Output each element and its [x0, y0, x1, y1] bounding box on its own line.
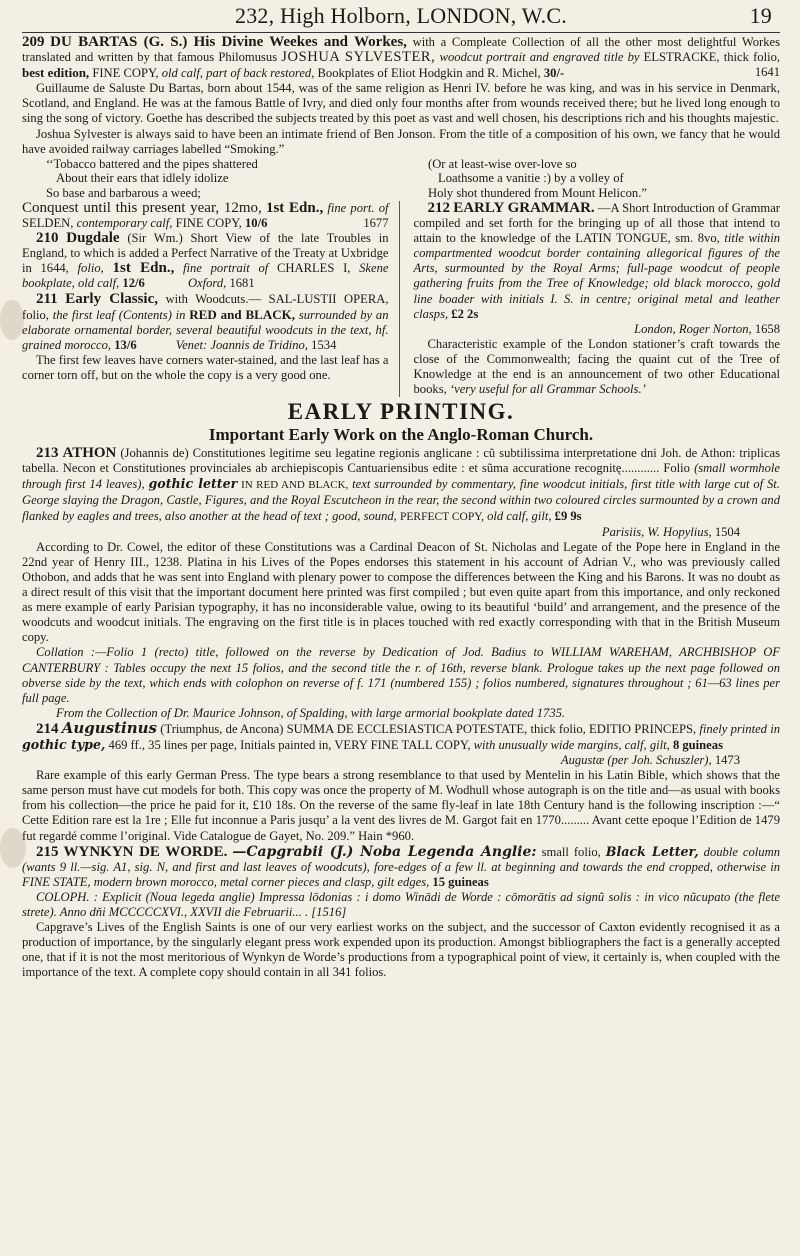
lot-conquest: [22, 201, 389, 231]
verse-line: ‘‘Tobacco battered and the pipes shattered: [46, 156, 258, 171]
lot-price: £9 9s: [554, 508, 582, 523]
lot-title: EARLY GRAMMAR.: [453, 199, 595, 216]
left-column: [22, 201, 400, 397]
lot-note-quote: ‘very useful for all Grammar Schools.’: [449, 382, 646, 397]
lot-details: surrounded by an elaborate ornamental border, several beautiful woodcuts in the text, hf. grained morocco,: [22, 307, 389, 352]
lot-type: gothic type,: [22, 736, 106, 752]
lot-price: 8 guineas: [672, 737, 723, 752]
lot-binding: contemporary calf,: [76, 216, 173, 231]
page-number: 19: [749, 3, 772, 28]
lot-work: —Capgrabii (J.) Noba Legenda Anglie:: [232, 843, 537, 860]
lot-title: DU BARTAS (G. S.) His Divine Weekes and Workes,: [50, 34, 407, 50]
lot-printing: finely printed in: [699, 721, 781, 736]
lot-year: 1641: [754, 65, 780, 80]
lot-translator: JOSHUA SYLVESTER,: [281, 49, 436, 66]
verse-line: Holy shot thundered from Mount Helicon.”: [428, 185, 647, 200]
lot-illustration: woodcut portrait and engraved title by: [439, 50, 640, 65]
lot-note: The first few leaves have corners water-stained, and the last leaf has a corner torn off, but on the whole the copy is a very good one.: [22, 352, 389, 382]
verse-quote: [22, 157, 780, 200]
lot-price: 13/6: [114, 337, 137, 352]
lot-imprint: Parisiis, W. Hopylius,: [601, 524, 712, 539]
lot-imprint-line: [414, 322, 781, 337]
lot-year: 1473: [714, 753, 740, 768]
lot-collation: 469 ff., 35 lines per page, Initials painted in, VERY FINE TALL COPY,: [108, 737, 471, 752]
lot-binding: old calf, part of back restored,: [161, 66, 315, 81]
lot-211: [22, 292, 389, 353]
lot-number: 212: [427, 199, 450, 216]
lot-provenance: From the Collection of Dr. Maurice Johnson, of Spalding, with large armorial bookplate dated 1735.: [56, 705, 566, 720]
lot-colours: IN RED AND BLACK,: [241, 479, 349, 492]
lot-place: Oxford,: [187, 276, 227, 291]
lot-binding: old calf, gilt,: [487, 508, 552, 523]
lot-number: 213: [36, 445, 59, 462]
lot-number: 214: [36, 720, 59, 737]
lot-type: gothic letter: [148, 476, 238, 492]
lot-portrait: fine port. of: [327, 200, 389, 215]
lot-title: Early Classic,: [65, 290, 158, 307]
lot-binding: Skene bookplate, old calf,: [22, 261, 389, 291]
lot-author: SELDEN,: [22, 216, 74, 231]
lot-description: (Triumphus, de Ancona) SUMMA DE ECCLESIASTICA POTESTATE, thick folio, EDITIO PRINCEPS,: [160, 721, 697, 736]
lot-contents: the first leaf (Contents) in: [52, 307, 186, 322]
two-column-section: [22, 201, 780, 397]
lot-description: (Sir Wm.) Short View of the late Troubles in England, to which is added a Perfect Narrative of the Treaty at Uxbridge in 1644,: [22, 231, 389, 276]
header-address: 232, High Holborn, LONDON, W.C.: [235, 3, 567, 28]
lot-note-text: Characteristic example of the London stationer’s craft towards the close of the Commonwealth; facing the quaint cut of the Tree of Knowledge at the end is an announcement of two other Educational books,: [413, 336, 780, 397]
lot-format: folio,: [77, 261, 104, 276]
lot-year: 1658: [754, 321, 780, 336]
lot-edition: best edition,: [22, 65, 90, 81]
lot-type: Black Letter,: [605, 843, 699, 859]
lot-209: [22, 35, 780, 200]
lot-details: text surrounded by commentary, fine woodcut initials, first title with large cut of St. George slaying the Dragon, Castle, Figures, and the Royal Escutcheon in the rear, the second within two coloured circles surmounted by a crown and flanked by eagles and trees, also another at the head of text ; good, sound,: [22, 477, 780, 523]
verse-line: So base and barbarous a weed;: [46, 185, 201, 200]
lot-year: 1677: [363, 216, 389, 231]
lot-subject: LATIN TONGUE,: [575, 231, 671, 246]
lot-212: [414, 201, 781, 322]
lot-collation: Collation :—Folio 1 (recto) title, followed on the reverse by Dedication of Jod. Badius to WILLIAM WAREHAM, ARCHBISHOP OF CANTERBURY : Tables occupy the next 15 folios, and the second title the r. of 16th, reverse blank. Prologue takes up the next page followed on obverse side by the text, which ends with colophon on reverse of f. 171 (numbered 155) ; folios numbered, signatures throughout ; 61—63 lines per full page.: [22, 645, 780, 705]
lot-format: small folio,: [541, 844, 601, 859]
lot-binding: with unusually wide margins, calf, gilt,: [473, 737, 670, 752]
lot-213: [22, 446, 780, 721]
section-subtitle: Important Early Work on the Anglo-Roman Church.: [208, 425, 594, 445]
verse-line: (Or at least-wise over-love so: [428, 156, 577, 171]
lot-price: 30/-: [543, 66, 565, 81]
lot-format: folio,: [22, 307, 49, 322]
lot-imprint-line: [22, 525, 780, 540]
lot-provenance: Bookplates of Eliot Hodgkin and R. Michel,: [317, 66, 541, 81]
lot-details: double column (wants 9 ll.—sig. A1, sig. N, and first and last leaves of woodcuts), fore-edges of a few ll. at beginning and towards the end cropped, otherwise in FINE STATE, modern brown morocco, metal corner pieces and clasp, gilt edges,: [22, 844, 780, 889]
lot-title: Augustinus: [61, 718, 158, 737]
lot-description: —A Short Introduction of Grammar compiled and set forth for the bringing up of all those that intend to attain to the knowledge of the: [413, 200, 781, 246]
lot-edition: 1st Edn.,: [265, 199, 324, 216]
lot-year: 1681: [229, 276, 255, 291]
lot-price: 15 guineas: [432, 874, 489, 889]
lot-work: SAL-LUSTII OPERA,: [268, 291, 389, 306]
lot-note: Joshua Sylvester is always said to have been an intimate friend of Ben Jonson. From the title of a composition of his own, we fancy that he would have avoided railway carriages labelled “Smoking.”: [22, 126, 780, 156]
lot-imprint: London, Roger Norton,: [634, 321, 752, 336]
lot-perfect: PERFECT COPY,: [400, 510, 484, 523]
lot-description: (Johannis de) Constitutiones legitime seu legatine regionis anglicane : cũ subtilissima interpretatione dni Joh. de Athon: triplicas tabella. Necon et Constitutiones provinciales ab archiepiscopis Cantuariensibus edite : et sũma accuratione recognitę............ Folio: [22, 446, 781, 476]
lot-colophon: COLOPH. : Explicit (Noua legeda anglie) Impressa lōdonias : i domo Winādi de Worde : cōmorātis ad signũ solis : in vico nũcupato (the flete strete). Anno dňi MCCCCCXVI., XXVII die Februarii... . [1516]: [22, 889, 780, 919]
lot-year: 1504: [714, 524, 740, 539]
lot-imprint: Augustæ (per Joh. Schuszler),: [560, 753, 712, 768]
lot-description: with a Compleate Collection of all the other most delightful Workes translated and written by that famous Philomusus: [22, 35, 780, 65]
section-title: EARLY PRINTING.: [287, 399, 515, 425]
right-column: [414, 201, 781, 397]
lot-214-entry: [22, 718, 781, 753]
lot-note: Guillaume de Saluste Du Bartas, born about 1544, was of the same religion as Henri IV. before he was king, and was in his service in Denmark, Scotland, and England. He was at the famous Battle of Ivry, and died only four months after from wounds received there; but he lived long enough to sing the song of victory. Goethe has described the subjects treated by this poet as vast and well chosen, his descriptions rich and his thoughts majestic.: [22, 81, 780, 126]
verse-line: Loathsome a vanitie :) by a volley of: [438, 171, 624, 186]
lot-note: According to Dr. Cowel, the editor of these Constitutions was a Cardinal Deacon of St. Nicholas and Legate of the Pope here in England in the 22nd year of Henry III., 1238. Platina in his Lives of the Popes endorses this statement in his account of Adrian V., who was previously called Othobon, and adds that he was sent into England with plenary power to compose the differences between the King and his Barons. It was no doubt as a direct result of this visit that the important document here printed was first compiled ; but even quite apart from this importance, and only reckoned as mere example of early Parisian typography, it has no inconsiderable value, owing to its beautiful ‘build’ and arrangement, and the presence of the woodcuts and woodcut initials. The engraving on the first title is in places touched with red exactly corresponding with that in the British Museum copy.: [22, 539, 780, 645]
lot-imprint: Venet: Joannis de Tridino,: [175, 337, 309, 352]
lot-colours: RED and BLACK,: [189, 306, 295, 322]
lot-year: 1534: [311, 337, 337, 352]
lot-number: 210: [36, 230, 59, 247]
lot-note: Rare example of this early German Press. The type bears a strong resemblance to that used by Mentelin in his Latin Bible, which shows that the same person must have cut models for both. This copy was once the property of M. Wodhull whose autograph is on the title and—as usual with books from his collection—the price he paid for it, £10 18s. On the reverse of the same fly-leaf in late 18th Century hand is the following inscription :—“ Cette Edition rare est la 1re ; Elle fut inconnue a Paris jusqu’ a la vent des livres de M. Gargot fait en 1770......... Avant cette epoque l’Edition de 1479 fut regardé comme l’original. Vide Catalogue de Gayet, No. 209.” Hain *960.: [22, 768, 780, 843]
lot-215-entry: [22, 844, 780, 890]
lot-portrait: fine portrait of: [183, 261, 269, 276]
lot-title: WYNKYN DE WORDE.: [63, 843, 228, 860]
lot-condition: (small wormhole through first 14 leaves),: [22, 461, 780, 492]
lot-price: 10/6: [245, 216, 268, 231]
lot-215: [22, 844, 780, 981]
lot-214: [22, 718, 781, 844]
lot-number: 211: [36, 290, 58, 307]
lot-title: Dugdale: [66, 230, 120, 247]
lot-price: £2 2s: [451, 306, 479, 321]
lot-description: with Woodcuts.—: [165, 291, 262, 306]
lot-number: 209: [22, 34, 45, 50]
lot-details: title within compartmented woodcut border containing allegorical figures of the Arts, surmounted by the Royal Arms; full-page woodcut of people gathering fruits from the Tree of Knowledge; old black morocco, gold line boader with initials I. S. in centre; original metal and leather clasps,: [413, 231, 781, 321]
lot-note: Capgrave’s Lives of the English Saints is one of our very earliest works on the subject, and the successor of Caxton evidently recognised it as a production of importance, by the singularly elegant press work expended upon its production. Amongst bibliographers the fact is a generally accepted one, that if it is not the most meritorious of Wynkyn de Worde’s productions from a typographical point of view, it certainly is, when coupled with the importance of the text. A complete copy should contain in all 341 folios.: [22, 920, 780, 980]
lot-format: thick folio,: [723, 50, 781, 65]
lot-format: sm. 8vo,: [675, 231, 720, 246]
lot-imprint-line: [22, 753, 780, 768]
lot-209-entry: [22, 35, 780, 81]
lot-sitter: CHARLES I,: [277, 261, 351, 276]
lot-condition: FINE COPY,: [92, 66, 159, 81]
paper-stain: [0, 300, 24, 340]
lot-description: Conquest until this present year, 12mo,: [22, 199, 262, 216]
lot-engraver: ELSTRACKE,: [643, 50, 720, 65]
verse-line: About their ears that idlely idolize: [56, 171, 229, 186]
lot-price: 12/6: [122, 276, 145, 291]
lot-210: [22, 231, 389, 291]
lot-edition: 1st Edn.,: [112, 260, 175, 277]
lot-note: [414, 337, 781, 397]
page-header: [22, 0, 780, 32]
lot-title: ATHON: [62, 445, 117, 462]
header-rule: [22, 32, 780, 33]
lot-213-entry: [22, 446, 780, 524]
lot-number: 215: [36, 843, 59, 860]
lot-condition: FINE COPY,: [175, 216, 242, 231]
paper-stain: [0, 828, 26, 868]
